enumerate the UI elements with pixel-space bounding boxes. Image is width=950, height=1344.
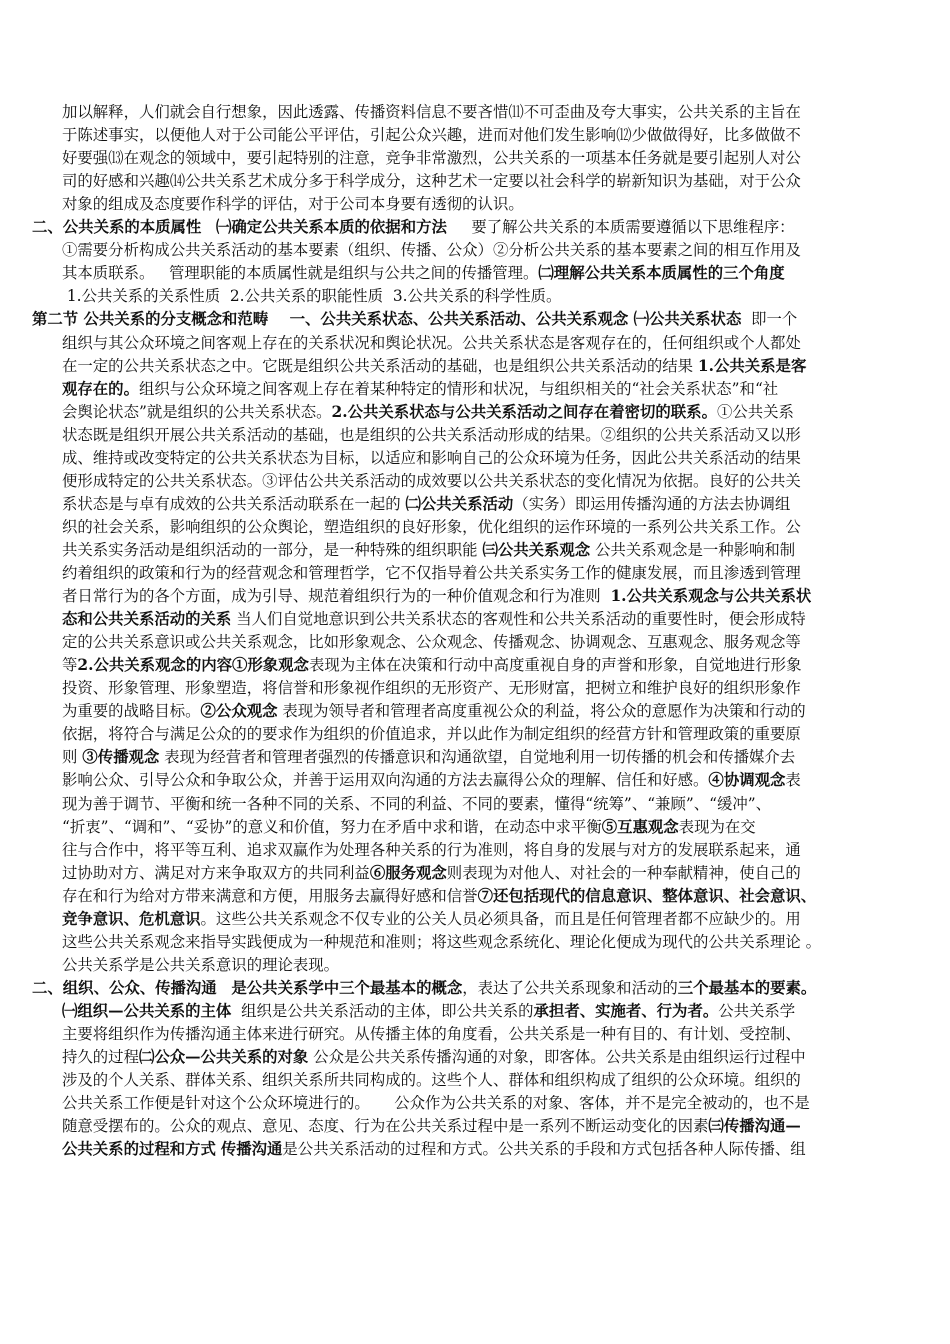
text-line bbox=[0, 745, 950, 769]
bold-text-segment: ㈢传播沟通— bbox=[708, 1117, 801, 1136]
bold-text-segment: 1.公共关系是客 bbox=[697, 356, 807, 375]
text-line bbox=[0, 400, 950, 424]
bold-text-segment: ⑤互惠观念 bbox=[601, 817, 679, 836]
text-line bbox=[0, 377, 950, 401]
text-segment: 等 bbox=[62, 656, 78, 675]
bold-text-segment: ④协调观念 bbox=[708, 771, 786, 790]
text-segment: 组织与公众环境之间客观上存在着某种特定的情形和状况，与组织相关的“社会关系状态”和“社 bbox=[138, 379, 779, 398]
text-segment: 状态既是组织开展公共关系活动的基础，也是组织的公共关系活动形成的结果。②组织的公共关系活动又以形 bbox=[62, 425, 801, 444]
text-line bbox=[0, 284, 950, 308]
text-line bbox=[0, 999, 950, 1023]
bold-text-segment: 三个最基本的要素。 bbox=[677, 978, 817, 997]
bold-text-segment: 2.公共关系状态与公共关系活动之间存在着密切的联系。 bbox=[331, 402, 717, 421]
text-line bbox=[0, 907, 950, 931]
bold-text-segment: ③传播观念 bbox=[82, 748, 160, 767]
text-segment bbox=[217, 979, 232, 997]
text-line bbox=[0, 1045, 950, 1069]
text-line bbox=[0, 423, 950, 447]
bold-text-segment: ㈢公共关系观念 bbox=[482, 540, 591, 559]
bold-text-segment: 承担者、实施者、行为者。 bbox=[533, 1001, 719, 1020]
bold-text-segment: ㈡公共关系活动 bbox=[405, 494, 514, 513]
text-line bbox=[0, 331, 950, 355]
bold-text-segment: 观存在的。 bbox=[62, 379, 139, 398]
text-line bbox=[0, 1137, 950, 1161]
text-segment: 成、维持或改变特定的公共关系状态为目标，以适应和影响自己的公众环境为任务，因此公共关系活动的结果 bbox=[62, 448, 801, 467]
text-segment: 组织与其公众环境之间客观上存在的关系状况和舆论状况。公共关系状态是客观存在的，任何组织或个人都处 bbox=[62, 333, 801, 352]
text-line bbox=[0, 561, 950, 585]
text-segment: 往与合作中，将平等互利、追求双赢作为处理各种关系的行为准则，将自身的发展与对方的发展联系起来，通 bbox=[62, 840, 801, 859]
text-line bbox=[0, 630, 950, 654]
bold-text-segment: 二、公共关系的本质属性 bbox=[32, 218, 202, 237]
text-line bbox=[0, 238, 950, 262]
text-segment: 过协助对方、满足对方来争取双方的共同利益 bbox=[62, 863, 370, 882]
text-segment: 依据，将符合与满足公众的的要求作为组织的价值追求，并以此作为制定组织的经营方针和管理政策的重要原 bbox=[62, 725, 801, 744]
text-line bbox=[0, 861, 950, 885]
bold-text-segment: ㈠确定公共关系本质的依据和方法 bbox=[216, 218, 447, 237]
text-segment: 加以解释，人们就会自行想象，因此透露、传播资料信息不要吝惜⑾不可歪曲及夸大事实，公共关系的主旨在 bbox=[62, 103, 801, 121]
text-segment: 即一个 bbox=[741, 310, 798, 329]
text-segment: 表现为经营者和管理者强烈的传播意识和沟通欲望，自觉地利用一切传播的机会和传播媒介去 bbox=[159, 748, 796, 767]
text-segment bbox=[201, 218, 216, 236]
text-segment: 公共关系观念是一种影响和制 bbox=[590, 540, 796, 559]
text-line bbox=[0, 1091, 950, 1115]
text-segment: 其本质联系。 管理职能的本质属性就是组织与公共之间的传播管理。 bbox=[62, 264, 539, 283]
bold-text-segment: ㈡公众—公共关系的对象 bbox=[138, 1048, 309, 1067]
text-segment: 是公共关系活动的过程和方式。公共关系的手段和方式包括各种人际传播、组 bbox=[282, 1140, 806, 1159]
text-segment: 好要强⒀在观念的领域中，要引起特别的注意，竞争非常激烈，公共关系的一项基本任务就是要引起别人对公 bbox=[62, 149, 801, 168]
text-segment: 投资、形象管理、形象塑造，将信誉和形象视作组织的无形资产、无形财富，把树立和维护良好的组织形象作 bbox=[62, 679, 801, 698]
text-line bbox=[0, 215, 950, 239]
bold-text-segment: 公共关系的过程和方式 bbox=[62, 1140, 216, 1159]
text-line bbox=[0, 699, 950, 723]
text-segment: 主要将组织作为传播沟通主体来进行研究。从传播主体的角度看，公共关系是一种有目的、有计划、受控制、 bbox=[62, 1025, 801, 1043]
text-segment: 公众是公共关系传播沟通的对象，即客体。公共关系是由组织运行过程中 bbox=[308, 1048, 806, 1067]
bold-text-segment: 传播沟通 bbox=[220, 1140, 283, 1159]
bold-text-segment: 2.公共关系观念的内容①形象观念 bbox=[77, 656, 309, 675]
text-segment: 表现为主体在决策和行动中高度重视自身的声誉和形象，自觉地进行形象 bbox=[308, 656, 802, 675]
text-segment: 于陈述事实，以便他人对于公司能公平评估，引起公众兴趣，进而对他们发生影响⑿少做做得好，比多做做不 bbox=[62, 126, 801, 145]
text-segment: 持久的过程 bbox=[62, 1048, 139, 1067]
bold-text-segment: ㈡理解公共关系本质属性的三个角度 bbox=[538, 264, 785, 283]
text-segment: 织的社会关系，影响组织的公众舆论，塑造组织的良好形象，优化组织的运作环境的一系列公共关系工作。公 bbox=[62, 517, 801, 536]
text-segment: 随意受摆布的。公众的观点、意见、态度、行为在公共关系过程中是一系列不断运动变化的因素 bbox=[62, 1117, 709, 1136]
text-segment: 。这些公共关系观念不仅专业的公关人员必须具备，而且是任何管理者都不应缺少的。用 bbox=[200, 909, 801, 928]
text-segment: 要了解公共关系的本质需要遵循以下思维程序： bbox=[446, 218, 795, 237]
text-line bbox=[0, 261, 950, 285]
text-segment: 约着组织的政策和行为的经营观念和管理哲学，它不仅指导着公共关系实务工作的健康发展，而且渗透到管理 bbox=[62, 564, 801, 582]
bold-text-segment: ㈠组织—公共关系的主体 bbox=[62, 1001, 232, 1020]
text-segment: 组织是公共关系活动的主体，即公共关系的 bbox=[231, 1001, 534, 1020]
bold-text-segment: ②公众观念 bbox=[200, 702, 278, 721]
text-line bbox=[0, 607, 950, 631]
text-line bbox=[0, 469, 950, 493]
text-segment: 公共关系学是公共关系意识的理论表现。 bbox=[62, 955, 340, 974]
text-line bbox=[0, 538, 950, 562]
text-segment: 存在和行为给对方带来满意和方便，用服务去赢得好感和信誉 bbox=[62, 886, 478, 905]
text-line bbox=[0, 146, 950, 170]
text-segment: 者日常行为的各个方面，成为引导、规范着组织行为的一种价值观念和行为准则 bbox=[62, 587, 611, 606]
text-segment: 1.公共关系的关系性质 2.公共关系的职能性质 3.公共关系的科学性质。 bbox=[62, 287, 562, 306]
text-segment: ①需要分析构成公共关系活动的基本要素（组织、传播、公众）②分析公共关系的基本要素之间的相互作用及 bbox=[62, 241, 801, 260]
text-segment: 表现为在交 bbox=[678, 817, 756, 836]
text-segment: 公共关系学 bbox=[718, 1001, 796, 1020]
text-line bbox=[0, 930, 950, 954]
text-line bbox=[0, 492, 950, 516]
text-segment: 表现为领导者和管理者高度重视公众的利益，将公众的意愿作为决策和行动的 bbox=[277, 702, 806, 721]
text-segment: ①公共关系 bbox=[716, 402, 794, 421]
text-segment: 公共关系工作便是针对这个公众环境进行的。 公众作为公共关系的对象、客体，并不是完全被动的，也不是 bbox=[62, 1094, 810, 1113]
text-segment: 对象的组成及态度要作科学的评估，对于公司本身要有透彻的认识。 bbox=[62, 195, 524, 214]
text-line bbox=[0, 653, 950, 677]
text-line bbox=[0, 792, 950, 816]
bold-text-segment: ⑥服务观念 bbox=[369, 863, 447, 882]
text-line bbox=[0, 976, 950, 1000]
bold-text-segment: 是公共关系学中三个最基本的概念 bbox=[231, 978, 463, 997]
text-line bbox=[0, 884, 950, 908]
text-line bbox=[0, 100, 950, 124]
text-line bbox=[0, 123, 950, 147]
text-line bbox=[0, 953, 950, 977]
text-segment: ，表达了公共关系现象和活动的 bbox=[462, 978, 678, 997]
text-segment: 共关系实务活动是组织活动的一部分，是一种特殊的组织职能 bbox=[62, 540, 483, 559]
text-line bbox=[0, 354, 950, 378]
text-segment: 现为善于调节、平衡和统一各种不同的关系、不同的利益、不同的要素，懂得“统筹”、“兼顾”、“缓冲”、 bbox=[62, 794, 772, 813]
text-segment: 在一定的公共关系状态之中。它既是组织公共关系活动的基础，也是组织公共关系活动的结果 bbox=[62, 356, 698, 375]
text-segment: 则 bbox=[62, 748, 83, 767]
text-line bbox=[0, 584, 950, 608]
text-segment: 当人们自觉地意识到公共关系状态的客观性和公共关系活动的重要性时，便会形成特 bbox=[231, 610, 806, 629]
text-segment: 司的好感和兴趣⒁公共关系艺术成分多于科学成分，这种艺术一定要以社会科学的崭新知识为基础，对于公众 bbox=[62, 172, 801, 191]
bold-text-segment: ⑦还包括现代的信息意识、整体意识、社会意识、 bbox=[477, 886, 817, 905]
text-line bbox=[0, 446, 950, 470]
text-line bbox=[0, 169, 950, 193]
text-line bbox=[0, 815, 950, 839]
text-line bbox=[0, 1114, 950, 1138]
bold-text-segment: 二、组织、公众、传播沟通 bbox=[32, 978, 217, 997]
text-segment: 定的公共关系意识或公共关系观念，比如形象观念、公众观念、传播观念、协调观念、互惠观念、服务观念等 bbox=[62, 633, 801, 652]
bold-text-segment: 1.公共关系观念与公共关系状 bbox=[610, 587, 812, 606]
text-segment: 影响公众、引导公众和争取公众，并善于运用双向沟通的方法去赢得公众的理解、信任和好感。 bbox=[62, 771, 709, 790]
text-line bbox=[0, 838, 950, 862]
text-line bbox=[0, 1022, 950, 1046]
text-segment: 表 bbox=[785, 771, 801, 790]
text-line bbox=[0, 676, 950, 700]
text-segment: 便形成特定的公共关系状态。③评估公共关系活动的成效要以公共关系状态的变化情况为依据。良好的公共关 bbox=[62, 471, 801, 490]
text-segment: 会舆论状态”就是组织的公共关系状态。 bbox=[62, 402, 332, 421]
text-segment: 这些公共关系观念来指导实践便成为一种规范和准则；将这些观念系统化、理论化便成为现代的公共关系理论 。 bbox=[62, 932, 822, 951]
text-segment: 为重要的战略目标。 bbox=[62, 702, 201, 721]
text-segment: 系状态是与卓有成效的公共关系活动联系在一起的 bbox=[62, 494, 406, 513]
text-line bbox=[0, 768, 950, 792]
text-line bbox=[0, 515, 950, 539]
text-line bbox=[0, 722, 950, 746]
text-line bbox=[0, 307, 950, 331]
bold-text-segment: 竞争意识、危机意识 bbox=[62, 909, 201, 928]
text-segment: 则表现为对他人、对社会的一种奉献精神，使自己的 bbox=[446, 863, 801, 882]
text-segment: （实务）即运用传播沟通的方法去协调组 bbox=[513, 494, 791, 513]
text-segment: “折衷”、“调和”、“妥协”的意义和价值，努力在矛盾中求和谐，在动态中求平衡 bbox=[62, 817, 602, 836]
text-line bbox=[0, 1068, 950, 1092]
bold-text-segment: 第二节 公共关系的分支概念和范畴 一、公共关系状态、公共关系活动、公共关系观念 ㈠公共关系状态 bbox=[32, 310, 742, 329]
text-line bbox=[0, 192, 950, 216]
text-segment: 涉及的个人关系、群体关系、组织关系所共同构成的。这些个人、群体和组织构成了组织的公众环境。组织的 bbox=[62, 1071, 801, 1090]
bold-text-segment: 态和公共关系活动的关系 bbox=[62, 610, 232, 629]
